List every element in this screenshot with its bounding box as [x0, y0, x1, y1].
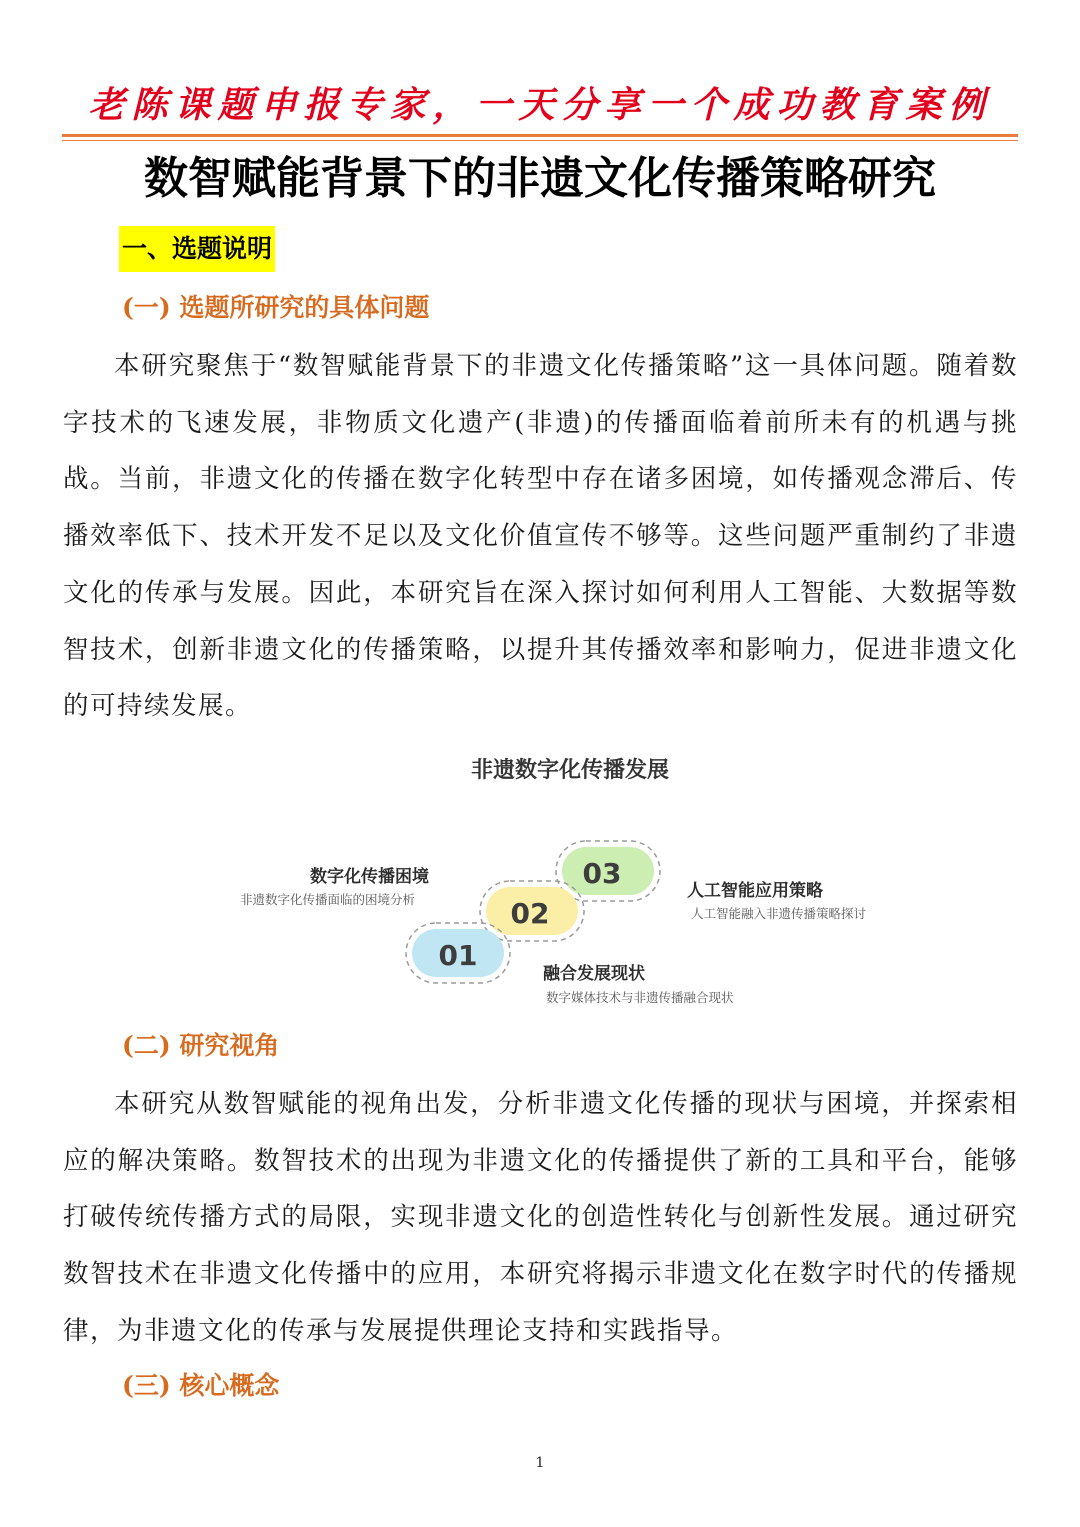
page-number: 1: [535, 1455, 545, 1471]
header-banner: 老陈课题申报专家，一天分享一个成功教育案例: [88, 85, 992, 126]
banner-divider: [62, 134, 1018, 137]
step-01-number: 01: [438, 939, 478, 972]
step-01-label: 融合发展现状: [543, 964, 645, 984]
figure-title: 非遗数字化传播发展: [470, 758, 669, 783]
subsection-heading-1: (一) 选题所研究的具体问题: [122, 293, 430, 322]
step-02-number: 02: [510, 897, 550, 930]
step-02-desc: 非遗数字化传播面临的困境分析: [240, 892, 416, 907]
banner-divider-thin: [62, 140, 1018, 141]
step-01-desc: 数字媒体技术与非遗传播融合现状: [546, 990, 734, 1005]
section-heading-1: 一、选题说明: [119, 226, 275, 272]
step-03-number: 03: [582, 857, 622, 890]
paragraph-specific-problem: 本研究聚焦于“数智赋能背景下的非遗文化传播策略”这一具体问题。随着数字技术的飞速发展，非物质文化遗产(非遗)的传播面临着前所未有的机遇与挑战。当前，非遗文化的传播在数字化转型中存在诸多困境，如传播观念滞后、传播效率低下、技术开发不足以及文化价值宣传不够等。这些问题严重制约了非遗文化的传承与发展。因此，本研究旨在深入探讨如何利用人工智能、大数据等数智技术，创新非遗文化的传播策略，以提升其传播效率和影响力，促进非遗文化的可持续发展。: [63, 351, 1018, 722]
step-03-desc: 人工智能融入非遗传播策略探讨: [691, 906, 867, 921]
diagram-figure: [230, 745, 930, 1015]
step-02-label: 数字化传播困境: [310, 867, 429, 887]
subsection-heading-2: (二) 研究视角: [122, 1031, 280, 1060]
subsection-heading-3: (三) 核心概念: [122, 1371, 280, 1400]
step-03-label: 人工智能应用策略: [687, 881, 823, 901]
paragraph-research-perspective: 本研究从数智赋能的视角出发，分析非遗文化传播的现状与困境，并探索相应的解决策略。数智技术的出现为非遗文化的传播提供了新的工具和平台，能够打破传统传播方式的局限，实现非遗文化的创造性转化与创新性发展。通过研究数智技术在非遗文化传播中的应用，本研究将揭示非遗文化在数字时代的传播规律，为非遗文化的传承与发展提供理论支持和实践指导。: [63, 1089, 1018, 1346]
document-title: 数智赋能背景下的非遗文化传播策略研究: [144, 153, 936, 204]
